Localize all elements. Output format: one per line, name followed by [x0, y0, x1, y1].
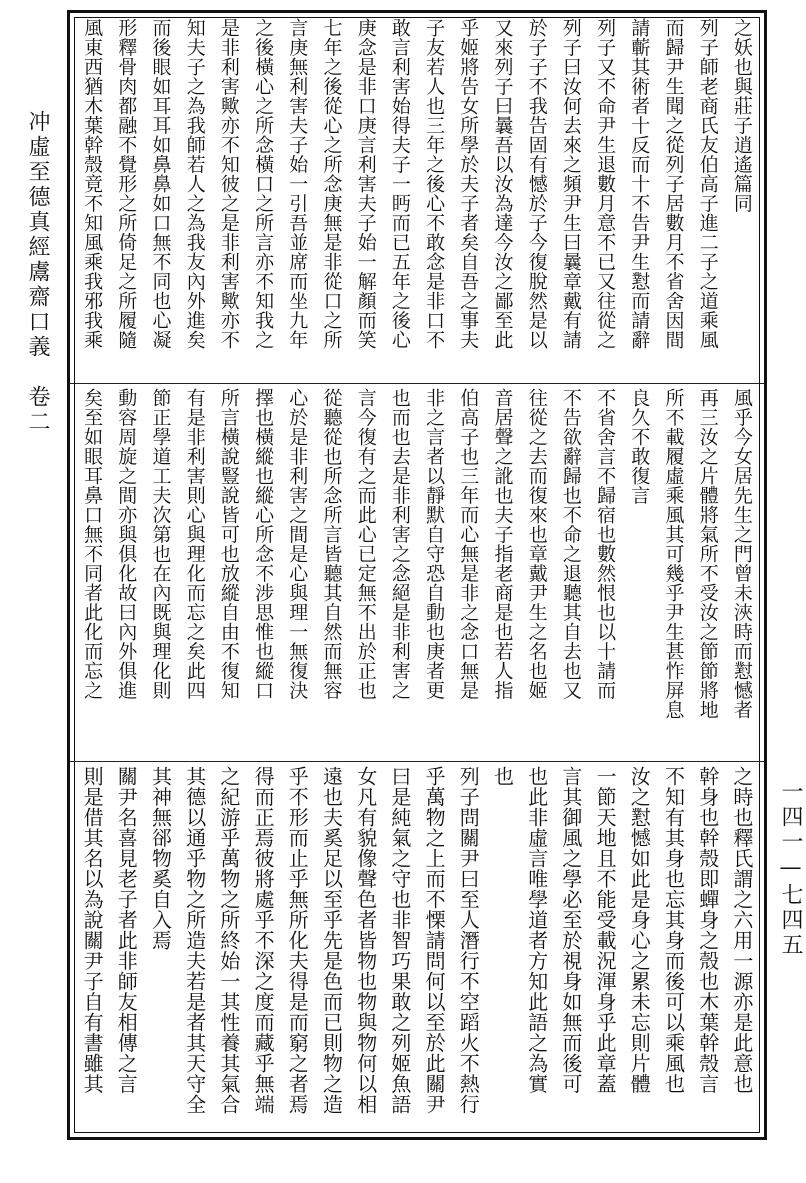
book-title-margin: 冲虛至德真經鬳齋口義 卷二: [25, 110, 50, 435]
text-column: 列子曰汝何去來之頻尹生曰曩章戴有請: [559, 18, 582, 350]
text-column: 風東西猶木葉幹殼竟不知風乘我邪我乘: [81, 18, 104, 350]
text-column: 所言橫說豎說皆可也放縱自由不復知: [217, 388, 240, 700]
text-column: 其神無郤物奚自入焉: [148, 766, 173, 951]
text-column: 從聽從也所念所言皆聽其自然而無容: [320, 388, 343, 700]
text-column: 乎姬將告女所學於夫子者矣自吾之事夫: [457, 18, 480, 350]
text-column: 音居聲之訛也夫子指老商是也若人指: [491, 388, 514, 700]
text-column: 幹身也幹殼即蟬身之殼也木葉幹殼言: [695, 766, 720, 1094]
text-column: 則是借其名以為說關尹子自有書雖其: [80, 766, 105, 1094]
text-column: 良久不敢復言: [628, 388, 651, 505]
page-number-margin: 一四一—七四五: [778, 780, 803, 958]
text-column: 敢言利害始得夫子一眄而已五年之後心: [388, 18, 411, 350]
text-column: 再三汝之片體將氣所不受汝之節節將地: [696, 388, 719, 720]
text-column: 不省舍言不歸宿也數然恨也以十請而: [594, 388, 617, 700]
text-column: 汝之懟憾如此是身心之累未忘則片體: [627, 766, 652, 1094]
text-column: 也而也去是非利害之念絕是非利害之: [388, 388, 411, 700]
text-column: 而後眼如耳耳如鼻鼻如口無不同也心凝: [149, 18, 172, 350]
text-column: 之時也釋氏謂之六用一源亦是此意也: [729, 766, 754, 1094]
text-column: 心於是非利害之間是心與理一無復決: [286, 388, 309, 700]
text-column: 形釋骨肉都融不覺形之所倚足之所履隨: [115, 18, 138, 350]
text-column: 不知有其身也忘其身而後可以乘風也: [661, 766, 686, 1094]
text-column: 得而正焉彼將處乎不深之度而藏乎無端: [251, 766, 276, 1115]
text-column: 乎萬物之上而不慄請問何以至於此關尹: [422, 766, 447, 1115]
text-column: 其德以通乎物之所造夫若是者其天守全: [182, 766, 207, 1115]
text-column: 動容周旋之間亦與俱化故曰內外俱進: [115, 388, 138, 700]
section-divider: [70, 383, 764, 384]
text-column: 知夫子之為我師若人之為我友內外進矣: [183, 18, 206, 350]
text-column: 一節天地且不能受載況渾身乎此章蓋: [593, 766, 618, 1094]
text-column: 請蘄其術者十反而十不告尹生懟而請辭: [628, 18, 651, 350]
text-column: 往從之去而復來也章戴尹生之名也姬: [525, 388, 548, 700]
text-column: 所不載履虛乘風其可幾乎尹生甚怍屏息: [662, 388, 685, 720]
text-column: 列子又不命尹生退數月意不已又往從之: [594, 18, 617, 350]
text-column: 又來列子曰曩吾以汝為達今汝之鄙至此: [491, 18, 514, 350]
text-column: 也此非虛言唯學道者方知此語之為實: [524, 766, 549, 1094]
text-column: 七年之後從心之所念庚無是非從口之所: [320, 18, 343, 350]
text-column: 曰是純氣之守也非智巧果敢之列姬魚語: [387, 766, 412, 1115]
text-column: 言今復有之而此心已定無不出於正也: [354, 388, 377, 700]
text-column: 有是非利害則心與理化而忘之矣此四: [183, 388, 206, 700]
text-column: 而歸尹生聞之從列子居數月不省舍因間: [662, 18, 685, 350]
text-column: 之紀游乎萬物之所終始一其性養其氣合: [216, 766, 241, 1115]
page-frame-inner: [74, 17, 760, 1133]
text-column: 關尹名喜見老子者此非師友相傳之言: [114, 766, 139, 1094]
text-column: 遠也夫奚足以至乎先是色而已則物之造: [319, 766, 344, 1115]
text-column: 風乎今女居先生之門曾未浹時而懟憾者: [730, 388, 753, 720]
text-column: 言庚無利害夫子始一引吾並席而坐九年: [286, 18, 309, 350]
section-divider: [70, 761, 764, 762]
text-column: 節正學道工夫次第也在內既與理化則: [149, 388, 172, 700]
text-column: 庚念是非口庚言利害夫子始一解顏而笑: [354, 18, 377, 350]
text-column: 列子師老商氏友伯高子進二子之道乘風: [696, 18, 719, 350]
text-column: 列子問關尹曰至人潛行不空蹈火不熱行: [456, 766, 481, 1115]
text-column: 女凡有貌像聲色者皆物也物與物何以相: [353, 766, 378, 1115]
text-column: 也: [490, 766, 515, 787]
text-column: 子友若人也三年之後心不敢念是非口不: [423, 18, 446, 350]
text-column: 之妖也與莊子逍遙篇同: [730, 18, 753, 213]
text-column: 擇也橫縱也縱心所念不涉思惟也縱口: [252, 388, 275, 700]
text-column: 伯高子也三年而心無是非之念口無是: [457, 388, 480, 700]
text-column: 不告欲辭歸也不命之退聽其自去也又: [559, 388, 582, 700]
text-column: 言其御風之學必至於視身如無而後可: [558, 766, 583, 1094]
text-column: 非之言者以靜默自守恐自動也庚者更: [423, 388, 446, 700]
text-column: 之後橫心之所念橫口之所言亦不知我之: [252, 18, 275, 350]
text-column: 是非利害歟亦不知彼之是非利害歟亦不: [217, 18, 240, 350]
text-column: 矣至如眼耳鼻口無不同者此化而忘之: [81, 388, 104, 700]
text-column: 於子子不我告固有憾於子今復脫然是以: [525, 18, 548, 350]
text-column: 乎不形而止乎無所化夫得是而窮之者焉: [285, 766, 310, 1115]
